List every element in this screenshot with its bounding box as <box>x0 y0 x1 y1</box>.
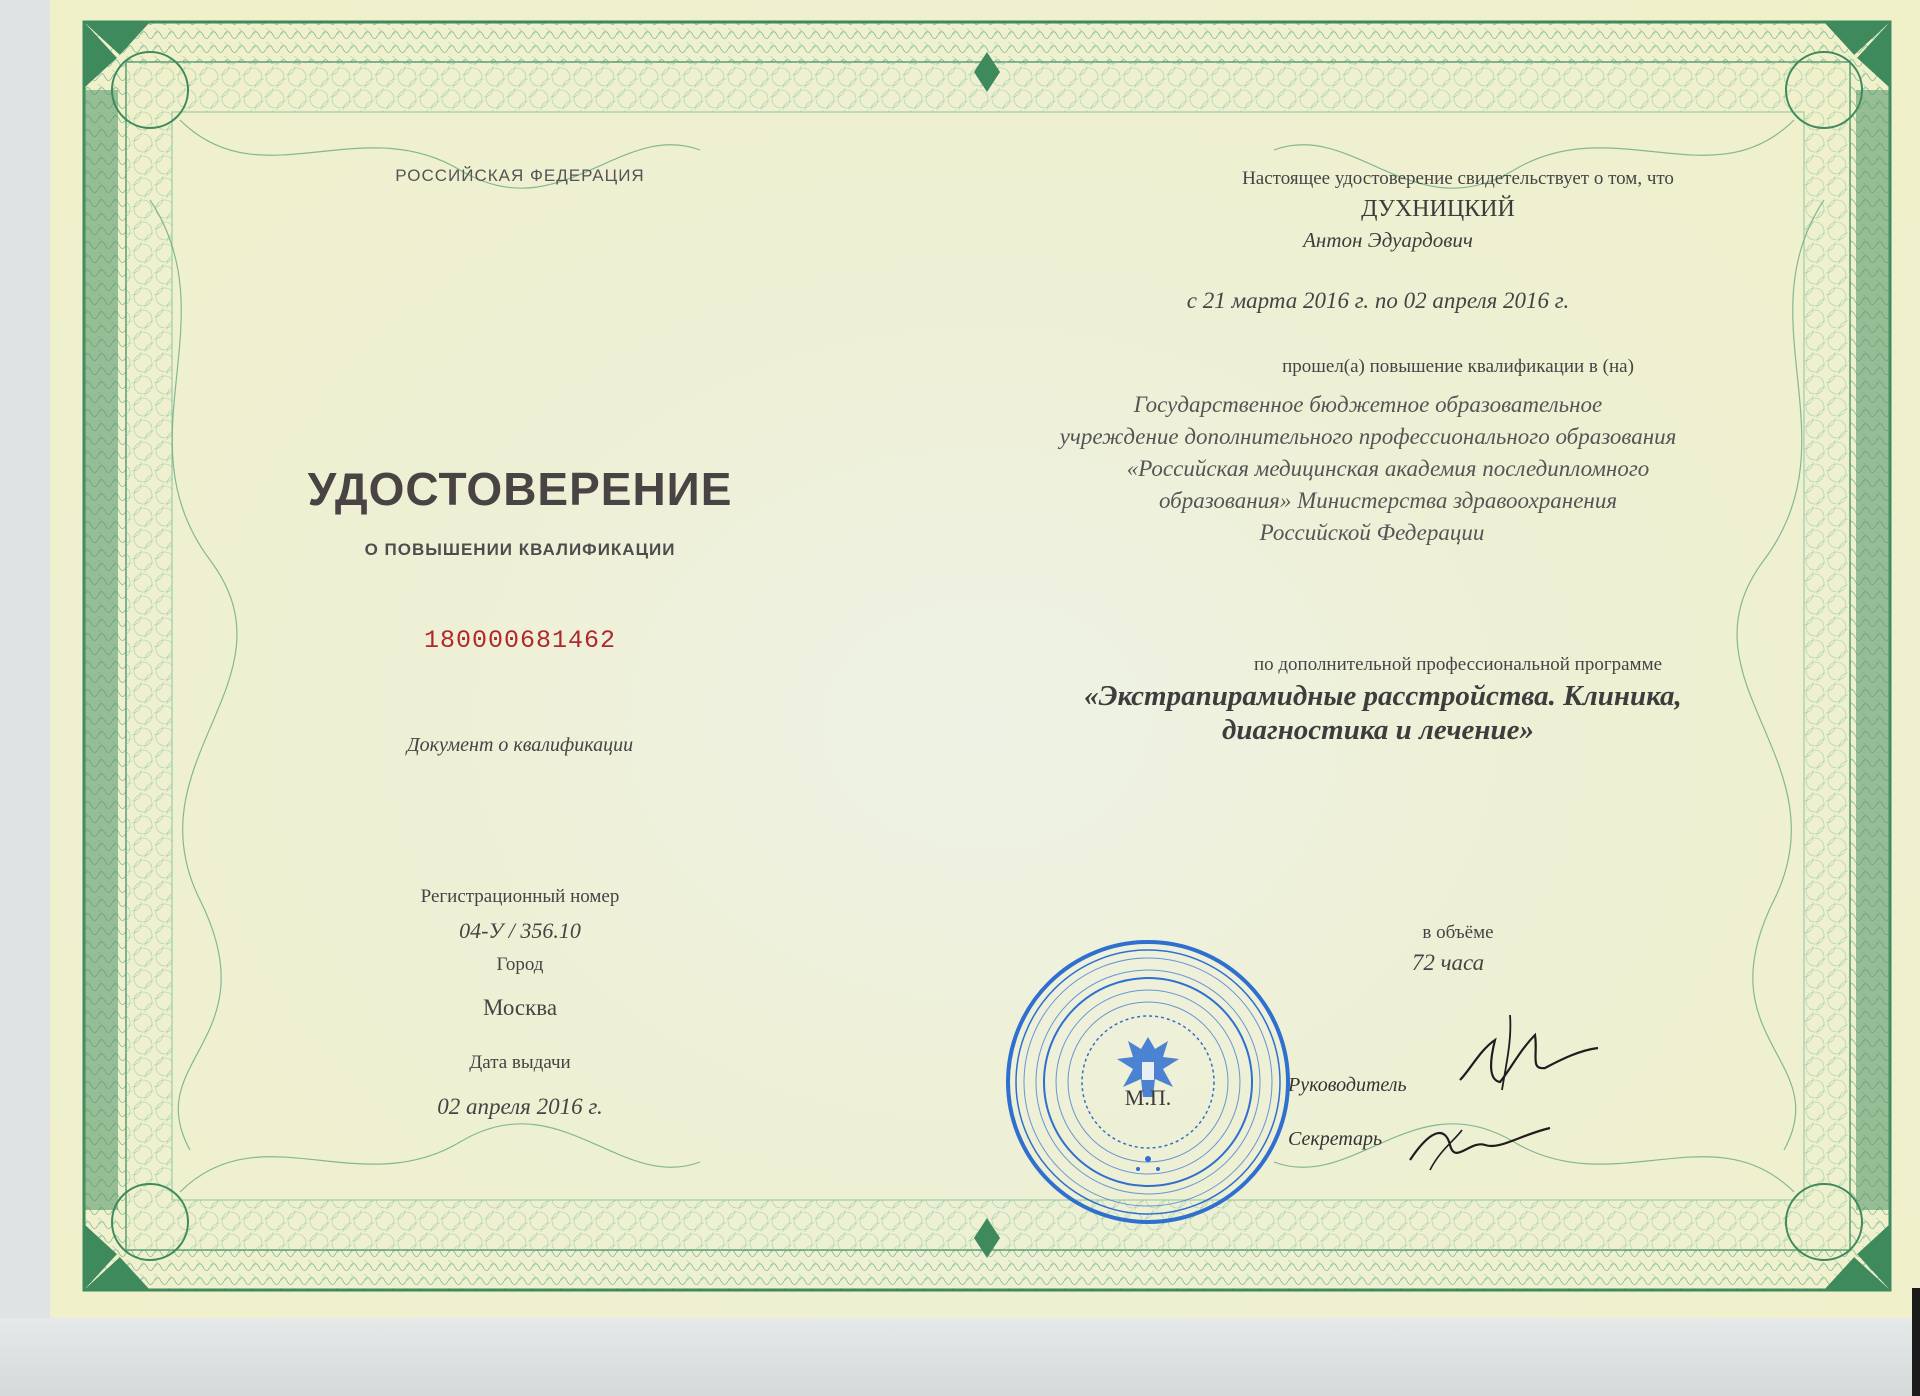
stamp-mp-text: М.П. <box>1124 1085 1172 1110</box>
institution-line: Российской Федерации <box>1259 520 1485 545</box>
holder-given-names: Антон Эдуардович <box>1303 228 1473 252</box>
volume-value: 72 часа <box>1411 950 1485 975</box>
institution-line: «Российская медицинская академия последипломного <box>1126 456 1650 481</box>
city-label: Город <box>496 954 544 975</box>
document-type: Документ о квалификации <box>406 734 634 756</box>
passed-label: прошел(а) повышение квалификации в (на) <box>1282 356 1634 377</box>
country-heading: РОССИЙСКАЯ ФЕДЕРАЦИЯ <box>395 166 645 185</box>
program-title-line: диагностика и лечение» <box>1221 714 1535 746</box>
certificate-intro: Настоящее удостоверение свидетельствует о том, что <box>1242 168 1674 189</box>
institution-line: Государственное бюджетное образовательное <box>1133 392 1603 417</box>
training-period: с 21 марта 2016 г. по 02 апреля 2016 г. <box>1186 288 1570 313</box>
program-title-line: «Экстрапирамидные расстройства. Клиника, <box>1084 680 1682 712</box>
program-label: по дополнительной профессиональной программе <box>1253 654 1663 675</box>
secretary-signature-label: Секретарь <box>1288 1128 1383 1150</box>
head-signature-label: Руководитель <box>1288 1074 1407 1096</box>
institution-line: учреждение дополнительного профессионального образования <box>1059 424 1677 449</box>
document-subtitle: О ПОВЫШЕНИИ КВАЛИФИКАЦИИ <box>364 540 676 559</box>
institution-line: образования» Министерства здравоохранения <box>1158 488 1618 513</box>
volume-label: в объёме <box>1422 922 1494 943</box>
registration-label: Регистрационный номер <box>420 886 620 907</box>
holder-surname: ДУХНИЦКИЙ <box>1361 196 1515 222</box>
document-title: УДОСТОВЕРЕНИЕ <box>307 463 733 515</box>
official-stamp <box>1003 937 1293 1227</box>
secretary-signature <box>1400 1110 1560 1180</box>
city-value: Москва <box>482 995 558 1020</box>
serial-number: 180000681462 <box>423 626 617 655</box>
head-signature <box>1440 1010 1600 1100</box>
issue-date-value: 02 апреля 2016 г. <box>437 1094 603 1119</box>
registration-number: 04-У / 356.10 <box>459 918 581 943</box>
issue-date-label: Дата выдачи <box>469 1052 571 1073</box>
